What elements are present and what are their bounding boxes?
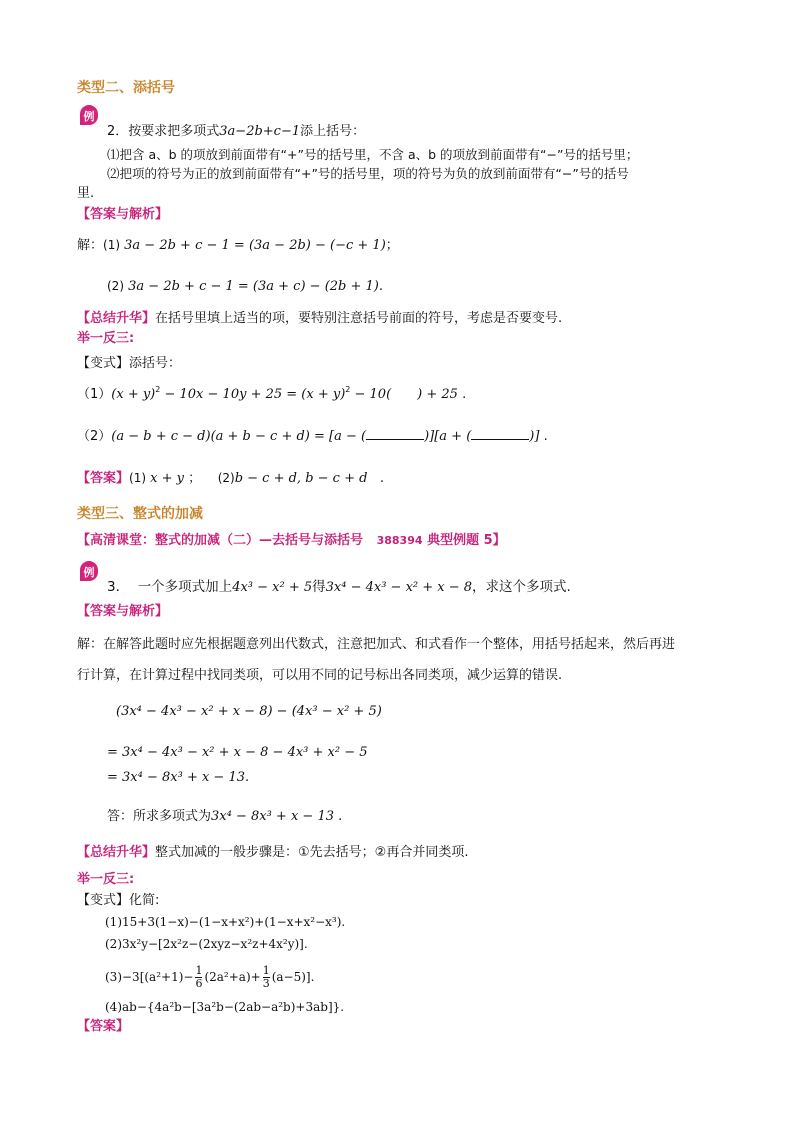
denominator: 6 — [195, 977, 203, 990]
variant-item-2 — [77, 427, 548, 446]
calc-step-3: = 3x⁴ − 8x³ + x − 13. — [107, 770, 250, 785]
numerator: 1 — [195, 964, 203, 977]
solution-line-2 — [107, 277, 383, 296]
solution-end: ； — [385, 238, 399, 253]
problem-1: (1)15+3(1−x)−(1−x+x²)+(1−x+x²−x³). — [105, 915, 346, 929]
fill-in-blank — [471, 427, 529, 440]
expr-end: . — [543, 429, 548, 444]
video-tag — [77, 532, 506, 550]
summary — [77, 844, 468, 862]
calc-step-1: (3x⁴ − 4x³ − x² + x − 8) − (4x³ − x² + 5) — [116, 704, 382, 719]
summary-text: 在括号里填上适当的项，要特别注意括号前面的符号，考虑是否要变号. — [155, 311, 563, 326]
solution-prefix: 解： — [77, 238, 104, 253]
answer-end: . — [379, 471, 384, 486]
solution-expression: 3a − 2b + c − 1 = (3a − 2b) − (−c + 1) — [124, 238, 386, 253]
question-text: 一个多项式加上 — [137, 579, 233, 595]
item-1: ⑴把含 a、b 的项放到前面带有“+”号的括号里，不含 a、b 的项放到前面带有“−”号的括号里； — [107, 147, 639, 162]
answer-tag: 【答案】 — [77, 1019, 130, 1034]
final-answer-expression: 3x⁴ − 8x³ + x − 13 — [211, 809, 334, 824]
solution-expression: 3a − 2b + c − 1 = (3a + c) − (2b + 1) — [128, 279, 379, 294]
variant-tag: 【变式】 — [77, 356, 130, 371]
video-tag-text: 【高清课堂：整式的加减（二）—去括号与添括号 — [77, 533, 364, 548]
variant-item-1: $(1)(x + y)^2 - 10x - 10y + 25 = (x + y)^2 - 10$( ) + 25 . — [77, 384, 467, 402]
variant-text: 化简: — [129, 893, 160, 908]
solution-line-1: 解：在解答此题时应先根据题意列出代数式，注意把加式、和式看作一个整体，用括号括起来，然后再进 — [77, 637, 676, 652]
expr-part: )][a + ( — [424, 429, 472, 444]
item-2-line-b: 里. — [77, 186, 95, 201]
denominator: 3 — [262, 977, 270, 990]
answer-number: (2) — [217, 471, 235, 485]
answer-number: (1) — [129, 471, 147, 485]
expr-part: − 10( — [350, 387, 392, 402]
fraction — [195, 965, 202, 990]
variant — [77, 355, 181, 373]
variant-text: 添括号： — [129, 356, 182, 371]
polynomial: 3a−2b+c−1 — [219, 124, 301, 139]
question-text: 得 — [312, 579, 326, 595]
svg-text:例: 例 — [83, 110, 95, 123]
expr-part: (a − b + c − d)(a + b − c + d) = [a − ( — [111, 429, 367, 444]
fraction — [263, 965, 270, 990]
answer-expression: x + y — [150, 471, 184, 486]
summary — [77, 310, 562, 328]
variant-tag: 【变式】 — [77, 893, 130, 908]
final-answer — [107, 808, 342, 826]
problem-part: (2a²+a)+ — [204, 970, 261, 984]
example-badge-icon — [77, 560, 101, 584]
item-2-line-a: ⑵把项的符号为正的放到前面带有“+”号的括号里，项的符号为负的放到前面带有“−”号的括号 — [107, 166, 629, 181]
expr-end: . — [462, 387, 467, 402]
expr-part: (x + y) — [111, 387, 156, 402]
problem-part: (a−5)]. — [271, 970, 315, 984]
solution-number: (2) — [107, 279, 124, 293]
expr-part: ) + 25 — [417, 387, 458, 402]
final-answer-end: . — [338, 809, 343, 824]
solution-line-1 — [77, 236, 399, 255]
answer-tag: 【答案与解析】 — [77, 604, 169, 619]
section-heading-2: 类型二、添括号 — [77, 80, 175, 96]
solution-number: (1) — [103, 238, 121, 252]
section-heading-3: 类型三、整式的加减 — [77, 506, 203, 522]
question-tail: 添上括号： — [300, 124, 366, 139]
summary-text: 整式加减的一般步骤是：①先去括号；②再合并同类项. — [155, 845, 469, 860]
answer-tag: 【答案与解析】 — [77, 207, 169, 222]
solution-end: . — [378, 279, 384, 294]
practice-tag: 举一反三: — [77, 872, 135, 887]
fill-in-blank — [366, 427, 424, 440]
problem-4: (4)ab−{4a²b−[3a²b−(2ab−a²b)+3ab]}. — [105, 1000, 345, 1014]
practice-tag: 举一反三: — [77, 331, 135, 346]
question-expression: 4x³ − x² + 5 — [232, 580, 313, 595]
question-2 — [107, 123, 365, 141]
problem-part: (3)−3[(a²+1)− — [105, 970, 194, 984]
summary-tag: 【总结升华】 — [77, 311, 156, 326]
question-number: 3． — [107, 579, 130, 595]
question-number: 2．按要求把多项式 — [107, 124, 220, 139]
variant-item-number: （2） — [77, 429, 112, 444]
question-expression: 3x⁴ − 4x³ − x² + x − 8 — [325, 580, 473, 595]
variant-item-number: （1） — [77, 387, 112, 402]
problem-2: (2)3x²y−[2x²z−(2xyz−x²z+4x²y)]. — [105, 937, 308, 951]
numerator: 1 — [262, 964, 270, 977]
final-answer-prefix: 答：所求多项式为 — [107, 809, 212, 824]
variant-answer — [77, 469, 384, 488]
problem-3 — [105, 962, 314, 992]
summary-tag: 【总结升华】 — [77, 845, 156, 860]
video-id: 388394 — [376, 534, 423, 547]
svg-text:例: 例 — [83, 566, 95, 579]
video-tag-tail: 典型例题 5】 — [427, 533, 506, 548]
question-text: ，求这个多项式. — [472, 579, 571, 595]
variant — [77, 892, 159, 910]
question-3 — [107, 578, 571, 597]
expr-part: − 10x − 10y + 25 = (x + y) — [160, 387, 346, 402]
example-badge-icon — [77, 104, 101, 128]
expr-part: )] — [529, 429, 540, 444]
solution-line-2: 行计算，在计算过程中找同类项，可以用不同的记号标出各同类项，减少运算的错误. — [77, 668, 563, 683]
answer-tag: 【答案】 — [77, 471, 130, 486]
answer-expression: b − c + d, b − c + d — [234, 471, 368, 486]
calc-step-2: = 3x⁴ − 4x³ − x² + x − 8 − 4x³ + x² − 5 — [107, 745, 368, 760]
answer-separator: ； — [188, 471, 202, 486]
